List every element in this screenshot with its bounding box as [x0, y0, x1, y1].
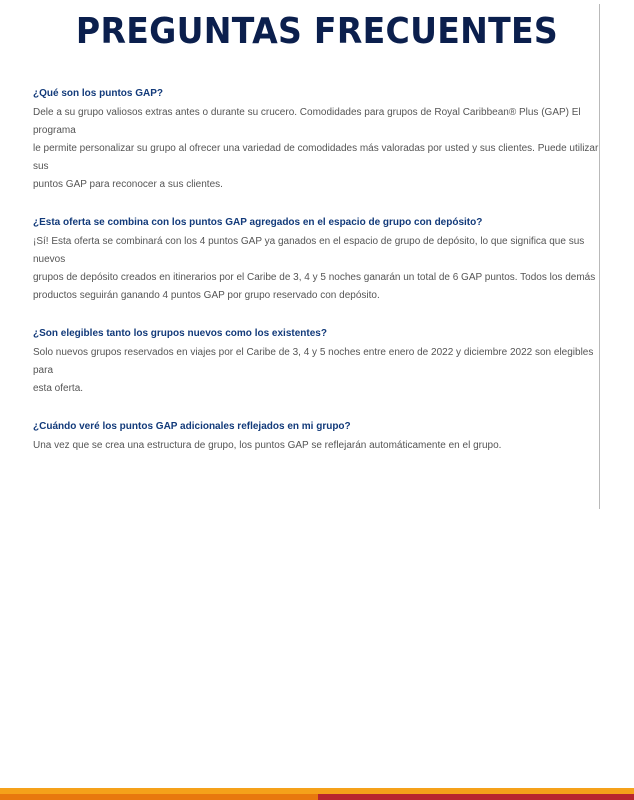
- footer-color-bar: [0, 788, 634, 800]
- faq-answer: Una vez que se crea una estructura de grupo, los puntos GAP se reflejarán automáticamente en el grupo.: [33, 440, 502, 451]
- page-title: PREGUNTAS FRECUENTES: [75, 11, 559, 52]
- footer-bar-orange: [0, 794, 318, 800]
- faq-answer: Dele a su grupo valiosos extras antes o durante su crucero. Comodidades para grupos de Royal Caribbean® Plus (GAP) El programa le permite personalizar su grupo al ofrecer una variedad de comodidades más valoradas por usted y sus clientes. Puede utilizar sus puntos GAP para reconocer a sus clientes.: [33, 107, 599, 190]
- faq-question: ¿Cuándo veré los puntos GAP adicionales reflejados en mi grupo?: [33, 421, 351, 432]
- faq-item: [33, 86, 615, 194]
- faq-list: [33, 86, 615, 476]
- faq-item: [33, 326, 615, 398]
- faq-answer: ¡Sí! Esta oferta se combinará con los 4 puntos GAP ya ganados en el espacio de grupo de depósito, lo que significa que sus nuevos grupos de depósito creados en itinerarios por el Caribe de 3, 4 y 5 noches ganarán un total de 6 GAP puntos. Todos los demás productos seguirán ganando 4 puntos GAP por grupo reservado con depósito.: [33, 236, 596, 301]
- faq-question: ¿Son elegibles tanto los grupos nuevos como los existentes?: [33, 328, 327, 339]
- faq-question: ¿Esta oferta se combina con los puntos GAP agregados en el espacio de grupo con depósito?: [33, 217, 483, 228]
- faq-item: [33, 215, 615, 305]
- faq-answer: Solo nuevos grupos reservados en viajes por el Caribe de 3, 4 y 5 noches entre enero de 2022 y diciembre 2022 son elegibles para esta oferta.: [33, 347, 594, 394]
- faq-item: [33, 419, 615, 455]
- footer-bar-red: [318, 794, 634, 800]
- faq-question: ¿Qué son los puntos GAP?: [33, 88, 163, 99]
